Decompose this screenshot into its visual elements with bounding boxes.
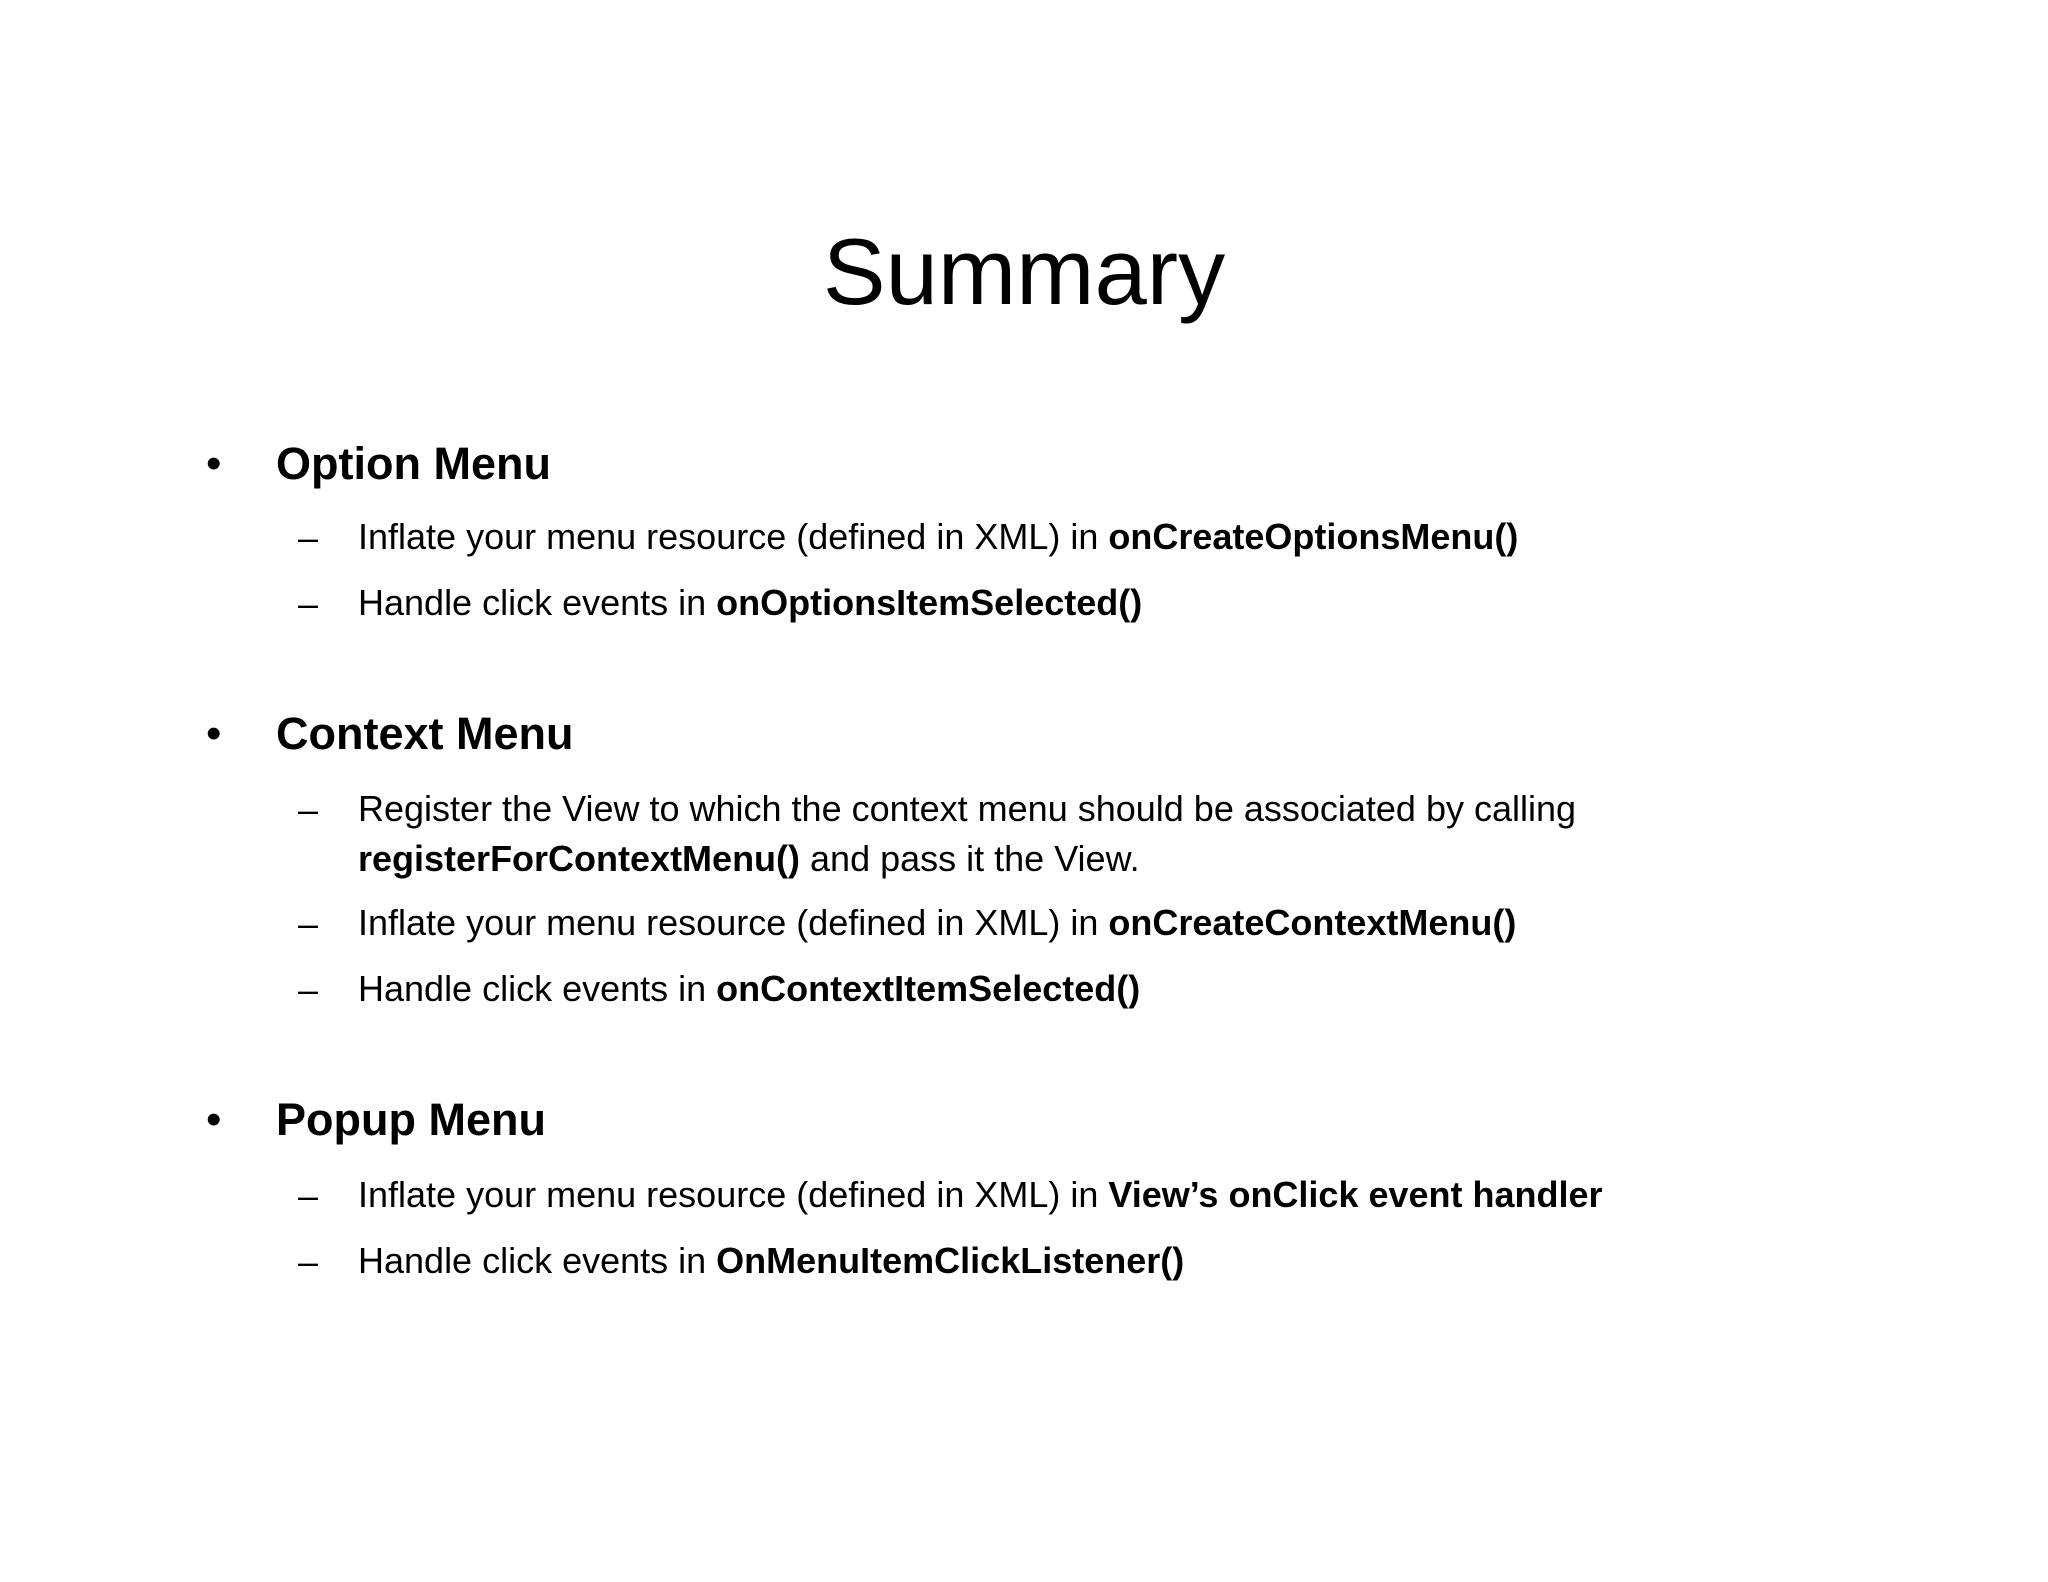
dash-icon: –	[298, 517, 319, 558]
dash-icon: –	[298, 903, 319, 944]
item-text: Handle click events in	[358, 582, 717, 623]
list-item	[358, 898, 1778, 948]
section-heading-option-menu: Option Menu	[276, 438, 551, 489]
list-item	[358, 512, 1778, 562]
item-text: Inflate your menu resource (defined in XML) in	[358, 1174, 1109, 1215]
list-item	[358, 784, 1778, 884]
item-text: Inflate your menu resource (defined in XML) in	[358, 516, 1109, 557]
bullet-icon: •	[206, 1095, 222, 1144]
bullet-icon: •	[206, 439, 222, 488]
dash-icon: –	[298, 789, 319, 830]
item-text: Register the View to which the context menu should be associated by calling	[358, 788, 1577, 829]
item-text: Handle click events in	[358, 968, 717, 1009]
item-code: onCreateContextMenu()	[1108, 902, 1517, 943]
item-code: onContextItemSelected()	[716, 968, 1141, 1009]
dash-icon: –	[298, 1175, 319, 1216]
item-code: registerForContextMenu()	[358, 838, 801, 879]
item-text: Handle click events in	[358, 1240, 717, 1281]
item-text-after: and pass it the View.	[800, 838, 1140, 879]
dash-icon: –	[298, 969, 319, 1010]
section-heading-context-menu: Context Menu	[276, 708, 574, 759]
item-code: onOptionsItemSelected()	[716, 582, 1143, 623]
list-item	[358, 1236, 1778, 1286]
item-code: OnMenuItemClickListener()	[716, 1240, 1185, 1281]
item-text: Inflate your menu resource (defined in XML) in	[358, 902, 1109, 943]
slide-title: Summary	[822, 219, 1226, 324]
list-item	[358, 1170, 1778, 1220]
bullet-icon: •	[206, 709, 222, 758]
list-item	[358, 964, 1778, 1014]
list-item	[358, 578, 1778, 628]
dash-icon: –	[298, 1241, 319, 1282]
section-heading-popup-menu: Popup Menu	[276, 1094, 546, 1145]
dash-icon: –	[298, 583, 319, 624]
item-code: View’s onClick event handler	[1108, 1174, 1603, 1215]
item-code: onCreateOptionsMenu()	[1108, 516, 1519, 557]
